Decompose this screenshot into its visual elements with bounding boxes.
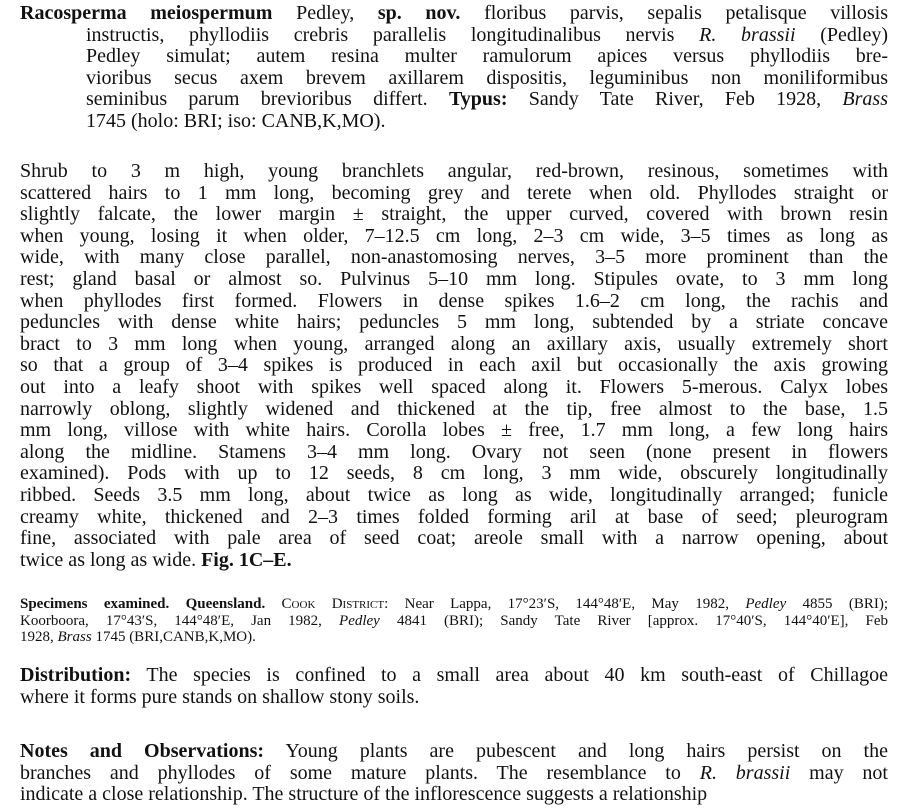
italic-text: Brass [57, 629, 92, 645]
text-segment: mm long, villose with white hairs. Corolla lobes ± free, 1.7 mm long, a few long hairs [20, 419, 888, 442]
text-line [20, 377, 888, 399]
specimens-paragraph [20, 596, 888, 646]
text-segment: Pedley, [272, 2, 378, 24]
text-line [86, 25, 888, 47]
text-segment: 4855 (BRI); [786, 596, 888, 612]
text-segment [265, 596, 281, 612]
text-line [20, 485, 888, 507]
text-segment: out into a leafy shoot with spikes well spaced along it. Flowers 5-merous. Calyx lobes [20, 375, 888, 398]
bold-text: Typus: [448, 88, 508, 111]
text-segment: 1928, [20, 629, 58, 645]
text-line [20, 596, 888, 613]
bold-text: Distribution: [20, 664, 132, 686]
text-segment: rest; gland basal or almost so. Pulvinus 5–10 mm long. Stipules ovate, to 3 mm long [20, 267, 888, 290]
italic-text: Brass [842, 88, 888, 111]
text-segment: scattered hairs to 1 mm long, becoming grey and terete when old. Phyllodes straight or [20, 181, 888, 204]
text-line [20, 355, 888, 377]
text-segment: may not [790, 761, 888, 784]
text-segment: where it forms pure stands on shallow stony soils. [20, 685, 420, 708]
text-segment: along the midline. Stamens 3–4 mm long. Ovary not seen (none present in flowers [20, 440, 888, 463]
text-line [20, 613, 888, 630]
text-segment: 4841 (BRI); Sandy Tate River [approx. 17°40′S, 144°40′E], Feb [379, 612, 888, 629]
text-segment: : Near Lappa, 17°23′S, 144°48′E, May 1982, [384, 596, 746, 612]
text-line [20, 463, 888, 485]
text-line [20, 784, 888, 806]
text-line [20, 247, 888, 269]
text-segment: narrowly oblong, slightly widened and thickened at the tip, free almost to the base, 1.5 [20, 397, 888, 420]
text-segment: instructis, phyllodiis crebris parallelis longitudinalibus nervis [86, 23, 700, 46]
text-line [20, 399, 888, 421]
text-line [20, 269, 888, 291]
text-segment: Koorboora, 17°43′S, 144°48′E, Jan 1982, [20, 612, 340, 629]
text-segment: Sandy Tate River, Feb 1928, [507, 88, 843, 111]
bold-text: Fig. 1C–E. [201, 548, 292, 571]
text-segment: branches and phyllodes of some mature plants. The resemblance to [20, 761, 700, 784]
text-line [20, 204, 888, 226]
text-segment: so that a group of 3–4 spikes is produced in each axil but occasionally the axis growing [20, 354, 888, 377]
text-segment: The species is confined to a small area about 40 km south-east of Chillagoe [131, 664, 888, 686]
bold-text: Notes and Observations: [20, 740, 265, 762]
small-caps-text: Cook District [281, 596, 385, 612]
text-segment: creamy white, thickened and 2–3 times folded forming aril at base of seed; pleurogram [20, 505, 888, 528]
text-segment: bract to 3 mm long when young, arranged along an axillary axis, usually extremely short [20, 332, 888, 355]
text-line [20, 763, 888, 785]
text-line [20, 291, 888, 313]
text-line [86, 89, 888, 111]
text-line [20, 161, 888, 183]
text-segment: seminibus parum brevioribus differt. [86, 88, 449, 111]
text-segment: Shrub to 3 m high, young branchlets angular, red-brown, resinous, sometimes with [20, 160, 888, 182]
text-segment: Pedley simulat; autem resina multer ramulorum apices versus phyllodiis bre- [86, 45, 888, 68]
text-segment: 1745 (holo: BRI; iso: CANB,K,MO). [86, 109, 386, 132]
text-line [20, 334, 888, 356]
italic-text: Pedley [339, 612, 380, 629]
text-segment: fine, associated with pale area of seed coat; areole small with a narrow opening, about [20, 527, 888, 550]
bold-text: Racosperma meiospermum [20, 2, 273, 24]
text-line [20, 183, 888, 205]
text-line [86, 68, 888, 90]
italic-text: R. brassii [699, 23, 796, 46]
text-line [20, 507, 888, 529]
text-line [20, 629, 888, 646]
text-line [86, 46, 888, 68]
text-segment: peduncles with dense white hairs; peduncles 5 mm long, subtended by a striate concave [20, 311, 888, 334]
text-segment: vioribus secus axem brevem axillarem dispositis, leguminibus non moniliformibus [86, 66, 888, 89]
text-segment: indicate a close relationship. The structure of the inflorescence suggests a relationship [20, 783, 708, 806]
text-line [20, 528, 888, 550]
distribution-paragraph [20, 665, 888, 708]
text-line [86, 111, 888, 133]
text-line [20, 226, 888, 248]
text-segment: twice as long as wide. [20, 548, 202, 571]
notes-paragraph [20, 741, 888, 806]
italic-text: R. brassii [699, 761, 791, 784]
description-paragraph [20, 161, 888, 571]
bold-text: sp. nov. [377, 2, 461, 24]
text-segment: (Pedley) [795, 23, 888, 46]
text-segment: wide, with many close parallel, non-anastomosing nerves, 3–5 more prominent than the [20, 246, 888, 269]
italic-text: Pedley [745, 596, 787, 612]
text-segment: slightly falcate, the lower margin ± straight, the upper curved, covered with brown resin [20, 203, 888, 226]
text-line [20, 312, 888, 334]
text-line [20, 665, 888, 687]
text-segment: Young plants are pubescent and long hairs persist on the [264, 740, 888, 762]
text-line [20, 550, 888, 572]
text-line [20, 420, 888, 442]
diagnosis-paragraph [20, 3, 888, 133]
text-line [20, 3, 888, 25]
bold-text: Specimens examined. Queensland. [20, 596, 266, 612]
text-segment: 1745 (BRI,CANB,K,MO). [91, 629, 256, 645]
text-segment: floribus parvis, sepalis petalisque villosis [460, 2, 888, 24]
text-segment: examined). Pods with up to 12 seeds, 8 cm long, 3 mm wide, obscurely longitudinally [20, 462, 888, 485]
text-segment: when young, losing it when older, 7–12.5 cm long, 2–3 cm wide, 3–5 times as long as [20, 224, 888, 247]
text-segment: ribbed. Seeds 3.5 mm long, about twice as long as wide, longitudinally arranged; funicle [20, 483, 888, 506]
text-line [20, 687, 888, 709]
text-line [20, 741, 888, 763]
text-line [20, 442, 888, 464]
text-segment: when phyllodes first formed. Flowers in dense spikes 1.6–2 cm long, the rachis and [20, 289, 888, 312]
